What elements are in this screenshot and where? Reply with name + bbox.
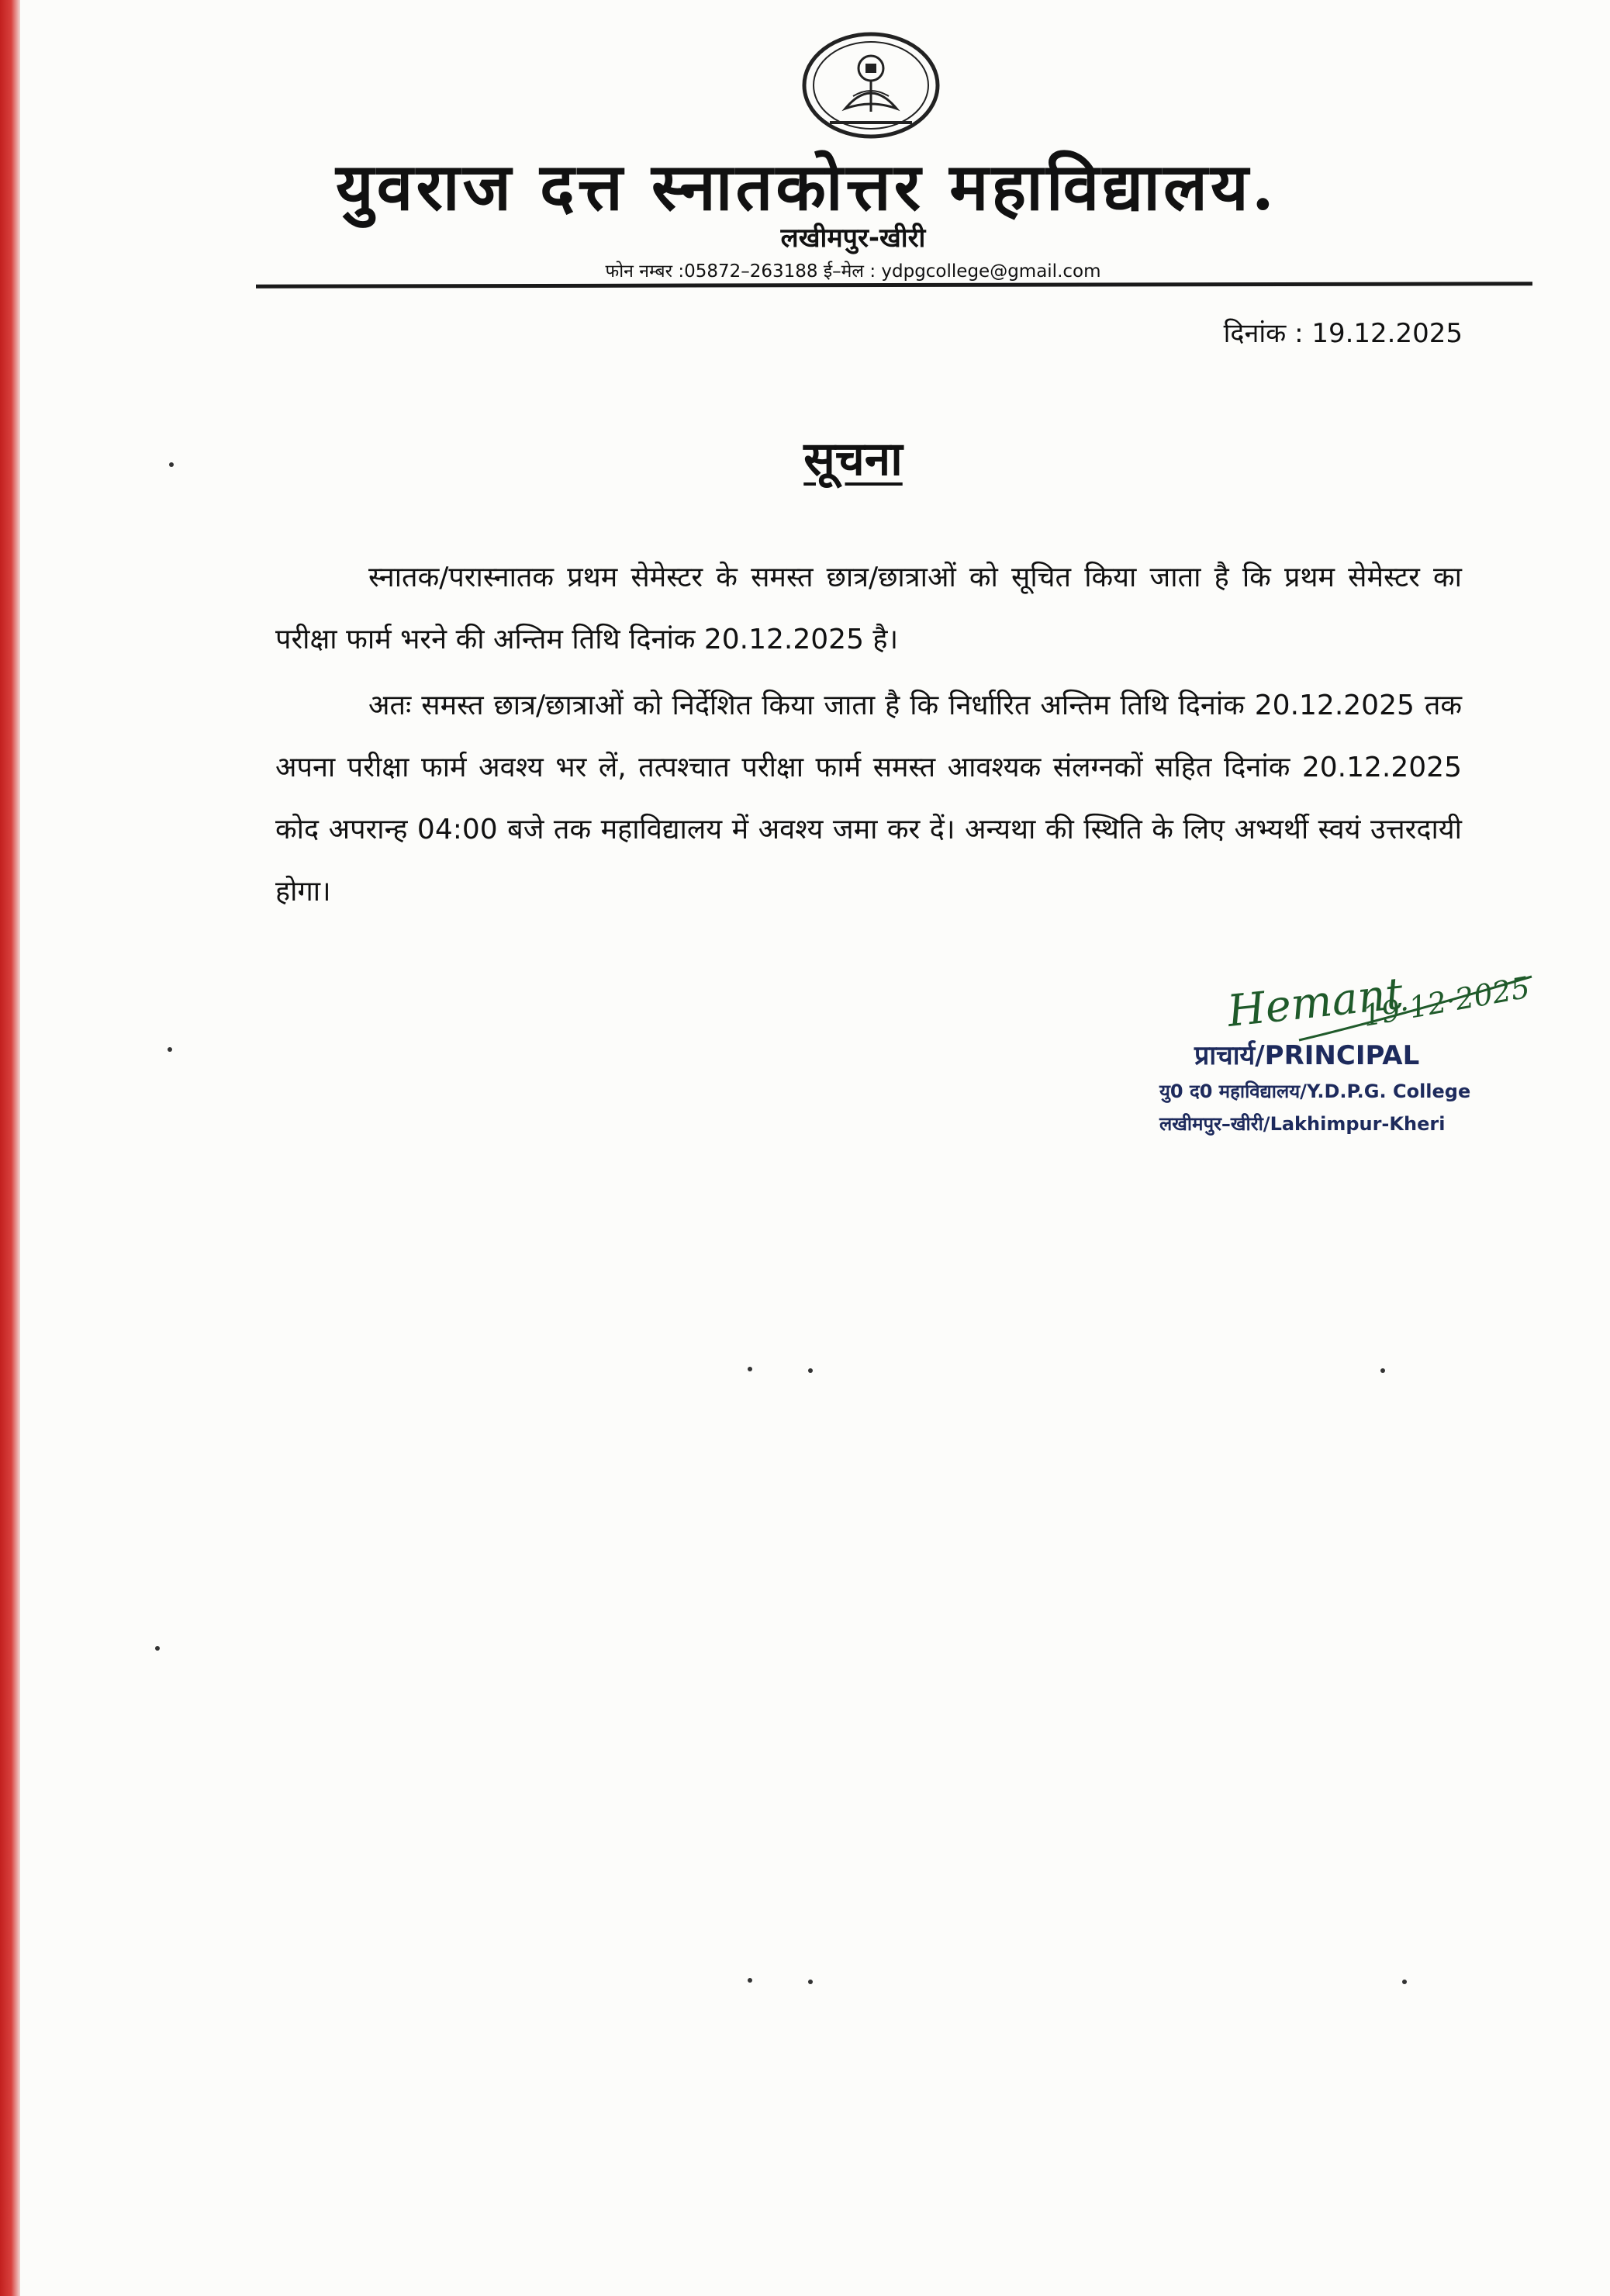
- principal-stamp-title: प्राचार्य/PRINCIPAL: [1194, 1040, 1420, 1071]
- college-emblem-icon: [799, 31, 943, 155]
- scan-speck: [155, 1646, 160, 1651]
- principal-stamp-college: यु0 द0 महाविद्यालय/Y.D.P.G. College: [1159, 1081, 1471, 1102]
- notice-paragraph-1: स्नातक/परास्नातक प्रथम सेमेस्टर के समस्त छात्र/छात्राओं को सूचित किया जाता है कि प्रथम सेमेस्टर का परीक्षा फार्म भरने की अन्तिम तिथि दिनांक 20.12.2025 है।: [275, 562, 1462, 655]
- notice-title: सूचना: [803, 432, 903, 486]
- scan-speck: [1402, 1980, 1407, 1984]
- scan-speck: [748, 1367, 752, 1371]
- college-name: युवराज दत्त स्नातकोत्तर महाविद्यालय.: [336, 148, 1277, 225]
- scan-speck: [168, 1047, 172, 1052]
- scan-speck: [808, 1980, 813, 1984]
- page-red-edge: [0, 0, 20, 2296]
- signature-name: Hemant: [1225, 968, 1406, 1037]
- header-divider: [256, 282, 1532, 288]
- scan-speck: [169, 462, 174, 467]
- scan-speck: [1380, 1368, 1385, 1373]
- college-city: लखीमपुर-खीरी: [780, 223, 926, 254]
- notice-paragraph-2: अतः समस्त छात्र/छात्राओं को निर्देशित किया जाता है कि निर्धारित अन्तिम तिथि दिनांक 20.12.2025 तक अपना परीक्षा फार्म अवश्य भर लें, तत्पश्चात परीक्षा फार्म समस्त आवश्यक संलग्नकों सहित दिनांक 20.12.2025 कोद अपरान्ह 04:00 बजे तक महाविद्यालय में अवश्य जमा कर दें। अन्यथा की स्थिति के लिए अभ्यर्थी स्वयं उत्तरदायी होगा।: [275, 690, 1462, 908]
- scan-speck: [808, 1368, 813, 1373]
- college-contact: फोन नम्बर :05872–263188 ई–मेल : ydpgcollege@gmail.com: [605, 261, 1101, 282]
- principal-stamp-place: लखीमपुर–खीरी/Lakhimpur-Kheri: [1159, 1113, 1446, 1135]
- scan-speck: [748, 1978, 752, 1983]
- signature-date: 19·12·2025: [1360, 970, 1532, 1033]
- notice-date: दिनांक : 19.12.2025: [1223, 318, 1463, 349]
